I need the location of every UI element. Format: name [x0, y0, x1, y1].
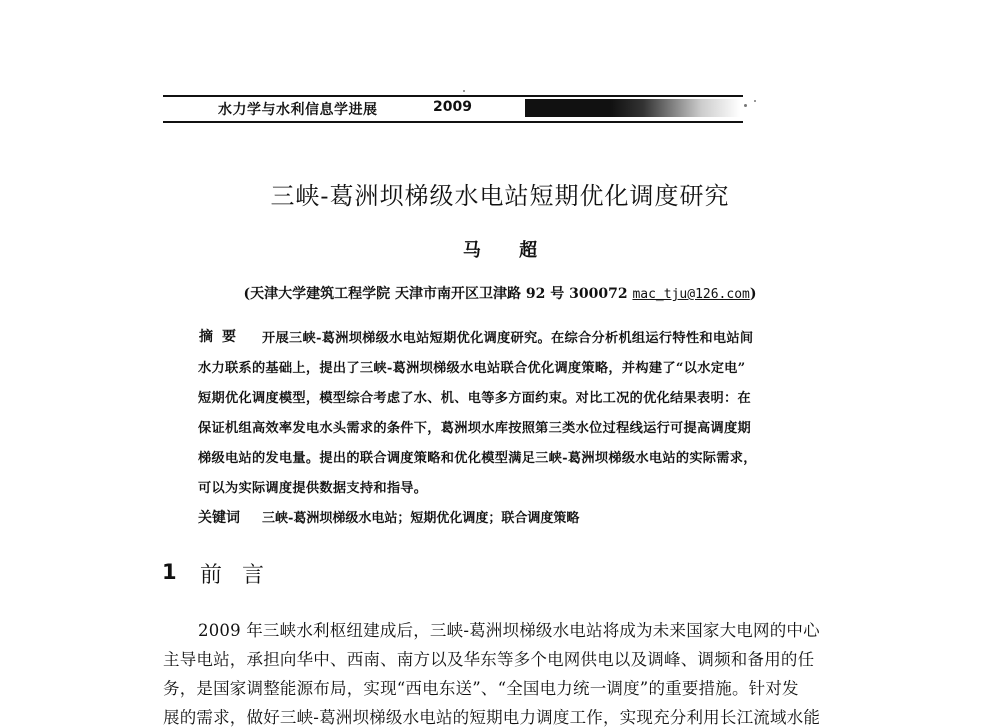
- abstract-line: 可以为实际调度提供数据支持和指导。: [198, 481, 428, 496]
- body-paragraph-line: 展的需求，做好三峡-葛洲坝梯级水电站的短期电力调度工作，实现充分利用长江流域水能: [163, 708, 821, 727]
- keywords-text: 三峡-葛洲坝梯级水电站；短期优化调度；联合调度策略: [262, 511, 580, 526]
- journal-name: 水力学与水利信息学进展: [218, 102, 378, 118]
- abstract-line: 短期优化调度模型，模型综合考虑了水、机、电等多方面约束。对比工况的优化结果表明：在: [198, 391, 751, 406]
- section-title: 前言: [200, 563, 285, 588]
- keywords-label: 关键词: [198, 510, 240, 526]
- author-affiliation: [0, 283, 1000, 303]
- section-number: 1: [162, 560, 177, 584]
- abstract-line: 开展三峡-葛洲坝梯级水电站短期优化调度研究。在综合分析机组运行特性和电站间: [262, 331, 754, 346]
- abstract-line: 保证机组高效率发电水头需求的条件下，葛洲坝水库按照第三类水位过程线运行可提高调度期: [198, 421, 751, 436]
- body-paragraph-line: 主导电站，承担向华中、西南、南方以及华东等多个电网供电以及调峰、调频和备用的任: [163, 650, 815, 669]
- author-email[interactable]: mac_tju@126.com: [632, 287, 750, 302]
- header-decorative-bar: [525, 99, 740, 117]
- header-rule-top: [163, 95, 743, 97]
- abstract-label: 摘要: [199, 329, 245, 345]
- affiliation-close: ): [749, 286, 757, 302]
- abstract-line: 水力联系的基础上，提出了三峡-葛洲坝梯级水电站联合优化调度策略，并构建了“以水定电”: [198, 361, 746, 376]
- body-paragraph-line: 务，是国家调整能源布局，实现“西电东送”、“全国电力统一调度”的重要措施。针对发: [163, 679, 799, 698]
- abstract-line: 梯级电站的发电量。提出的联合调度策略和优化模型满足三峡-葛洲坝梯级水电站的实际需求，: [198, 451, 757, 466]
- paper-title: 三峡-葛洲坝梯级水电站短期优化调度研究: [270, 182, 730, 210]
- paper-author: 马 超: [462, 240, 554, 261]
- scan-speck: [744, 104, 747, 107]
- scan-speck: [754, 100, 756, 102]
- body-paragraph-line: 2009 年三峡水利枢纽建成后，三峡-葛洲坝梯级水电站将成为未来国家大电网的中心: [198, 621, 820, 640]
- scan-speck: [463, 90, 465, 92]
- affiliation-text: (天津大学建筑工程学院 天津市南开区卫津路 92 号 300072: [243, 286, 628, 302]
- header-rule-bottom: [163, 121, 743, 123]
- journal-year: 2009: [433, 99, 472, 115]
